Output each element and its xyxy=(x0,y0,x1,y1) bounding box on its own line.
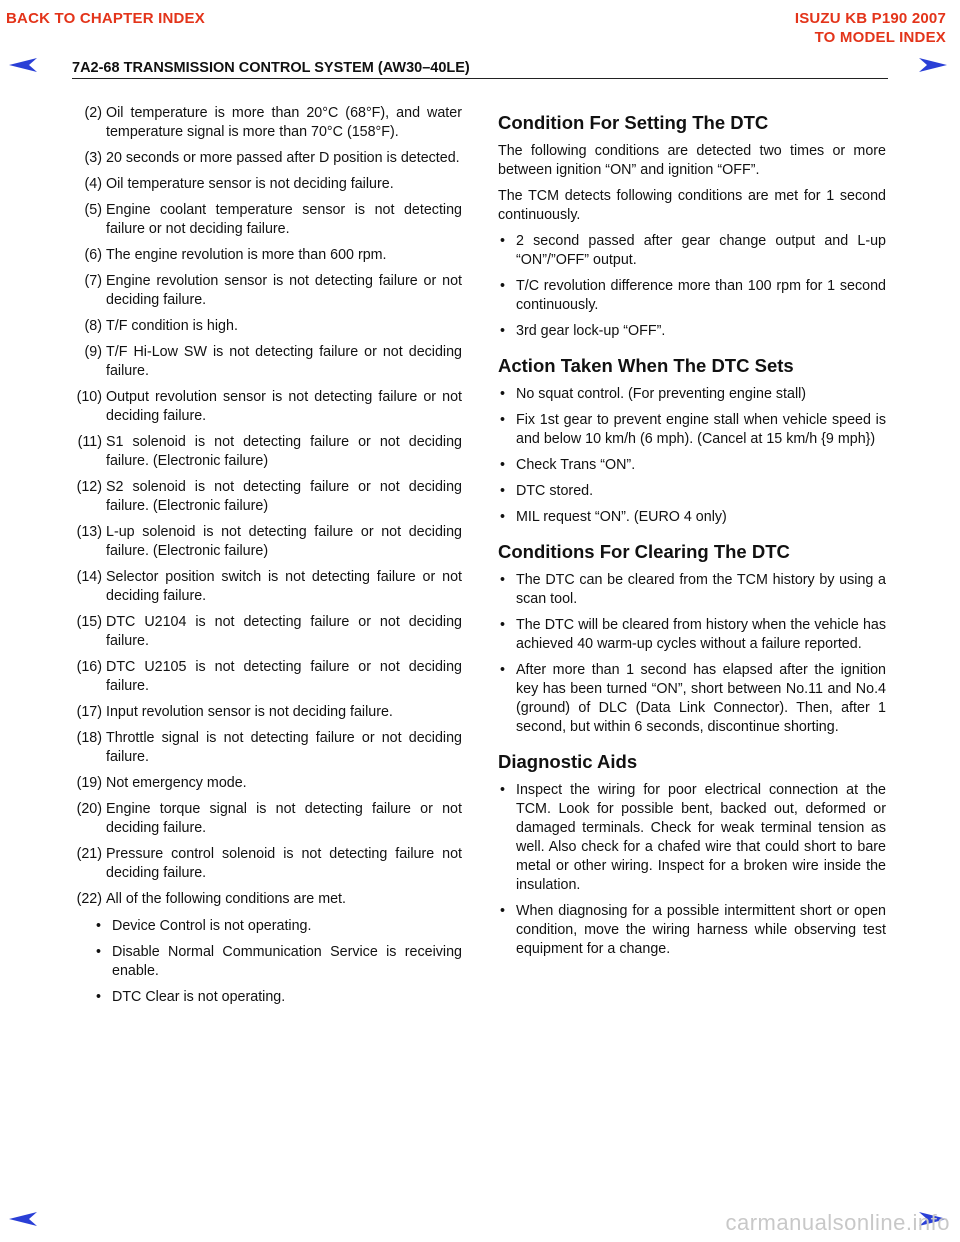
item-text: L-up solenoid is not detecting failure or not deciding failure. (Electronic failure) xyxy=(106,524,462,559)
previous-page-arrow-icon[interactable] xyxy=(8,56,38,74)
bullet-list xyxy=(498,232,886,341)
item-text: Selector position switch is not detecting failure or not deciding failure. xyxy=(106,569,462,604)
list-item xyxy=(72,201,462,239)
item-number: (8) xyxy=(84,318,102,334)
item-number: (6) xyxy=(84,247,102,263)
section-setting xyxy=(498,112,886,341)
bullet-icon: • xyxy=(500,386,506,402)
bullet-icon: • xyxy=(500,617,506,633)
bullet-list xyxy=(498,781,886,959)
item-text: 3rd gear lock-up “OFF”. xyxy=(516,323,666,339)
bullet-icon: • xyxy=(500,457,506,473)
item-number: (14) xyxy=(76,569,102,585)
list-item xyxy=(498,508,886,527)
item-text: All of the following conditions are met. xyxy=(106,891,346,907)
bullet-icon: • xyxy=(500,782,506,798)
item-text: After more than 1 second has elapsed after the ignition key has been turned “ON”, short between No.11 and No.4 (ground) of DLC (Data Link Connector). Then, after 1 second, but within 6 seconds, discontinue shorting. xyxy=(516,662,886,735)
sub-condition-list xyxy=(72,917,462,1007)
list-item xyxy=(72,774,462,793)
list-item xyxy=(498,571,886,609)
item-text: T/F Hi-Low SW is not detecting failure or not deciding failure. xyxy=(106,344,462,379)
item-text: DTC U2104 is not detecting failure or not deciding failure. xyxy=(106,614,462,649)
section-action xyxy=(498,355,886,527)
bullet-icon: • xyxy=(500,903,506,919)
list-item xyxy=(72,890,462,909)
list-item xyxy=(72,729,462,767)
list-item xyxy=(72,478,462,516)
right-column xyxy=(498,112,886,973)
item-number: (4) xyxy=(84,176,102,192)
bullet-icon: • xyxy=(500,323,506,339)
item-text: Check Trans “ON”. xyxy=(516,457,636,473)
item-text: The DTC will be cleared from history when the vehicle has achieved 40 warm-up cycles without a failure reported. xyxy=(516,617,886,652)
list-item xyxy=(94,917,462,936)
list-item xyxy=(72,523,462,561)
list-item xyxy=(72,568,462,606)
section-title: Action Taken When The DTC Sets xyxy=(498,355,794,376)
item-number: (9) xyxy=(84,344,102,360)
item-number: (17) xyxy=(76,704,102,720)
item-number: (10) xyxy=(76,389,102,405)
section-title: Condition For Setting The DTC xyxy=(498,112,769,133)
item-text: 20 seconds or more passed after D position is detected. xyxy=(106,150,460,166)
item-text: The DTC can be cleared from the TCM history by using a scan tool. xyxy=(516,572,886,607)
section-title: Diagnostic Aids xyxy=(498,751,638,772)
list-item xyxy=(498,616,886,654)
item-number: (15) xyxy=(76,614,102,630)
paragraph: The TCM detects following conditions are met for 1 second continuously. xyxy=(498,188,886,223)
bullet-list xyxy=(498,571,886,737)
list-item xyxy=(498,902,886,959)
item-number: (16) xyxy=(76,659,102,675)
bullet-icon: • xyxy=(500,233,506,249)
item-text: DTC stored. xyxy=(516,483,594,499)
bullet-icon: • xyxy=(96,918,102,934)
item-text: The engine revolution is more than 600 rpm. xyxy=(106,247,387,263)
list-item xyxy=(498,385,886,404)
previous-page-arrow-icon[interactable] xyxy=(8,1210,38,1228)
bullet-icon: • xyxy=(500,572,506,588)
item-text: Not emergency mode. xyxy=(106,775,247,791)
item-number: (2) xyxy=(84,105,102,121)
item-text: Pressure control solenoid is not detecting failure not deciding failure. xyxy=(106,846,462,881)
bullet-icon: • xyxy=(500,412,506,428)
paragraph: The following conditions are detected two times or more between ignition “ON” and ignition “OFF”. xyxy=(498,143,886,178)
list-item xyxy=(72,272,462,310)
item-number: (11) xyxy=(77,434,102,450)
item-number: (22) xyxy=(76,891,102,907)
list-item xyxy=(498,232,886,270)
list-item xyxy=(72,149,462,168)
next-page-arrow-icon[interactable] xyxy=(918,56,948,74)
list-item xyxy=(498,277,886,315)
item-text: Inspect the wiring for poor electrical connection at the TCM. Look for possible bent, backed out, deformed or damaged terminals. Check for weak terminal tension as well. Also check for a chafed wire that could short to bare metal or other wiring. Inspect for a broken wire inside the insulation. xyxy=(516,782,886,893)
item-number: (21) xyxy=(76,846,102,862)
item-number: (5) xyxy=(84,202,102,218)
item-text: No squat control. (For preventing engine stall) xyxy=(516,386,807,402)
item-text: Engine coolant temperature sensor is not detecting failure or not deciding failure. xyxy=(106,202,462,237)
model-title-link[interactable]: ISUZU KB P190 2007 xyxy=(794,10,946,27)
back-to-chapter-index-link[interactable]: BACK TO CHAPTER INDEX xyxy=(6,10,205,27)
list-item xyxy=(72,703,462,722)
section-aids xyxy=(498,751,886,959)
item-number: (7) xyxy=(84,273,102,289)
list-item xyxy=(72,104,462,142)
list-item xyxy=(498,781,886,895)
list-item xyxy=(72,175,462,194)
list-item xyxy=(72,343,462,381)
list-item xyxy=(72,658,462,696)
left-column xyxy=(72,104,462,1014)
item-text: T/F condition is high. xyxy=(106,318,238,334)
item-text: T/C revolution difference more than 100 rpm for 1 second continuously. xyxy=(516,278,886,313)
item-text: Input revolution sensor is not deciding failure. xyxy=(106,704,393,720)
item-text: DTC Clear is not operating. xyxy=(112,989,286,1005)
item-text: Output revolution sensor is not detecting failure or not deciding failure. xyxy=(106,389,462,424)
item-number: (19) xyxy=(76,775,102,791)
list-item xyxy=(72,433,462,471)
item-number: (18) xyxy=(76,730,102,746)
item-text: Fix 1st gear to prevent engine stall when vehicle speed is and below 10 km/h (6 mph). (Cancel at 15 km/h {9 mph}) xyxy=(516,412,886,447)
item-text: Engine torque signal is not detecting failure or not deciding failure. xyxy=(106,801,462,836)
list-item xyxy=(498,456,886,475)
to-model-index-link[interactable]: TO MODEL INDEX xyxy=(814,29,946,46)
item-text: Oil temperature is more than 20°C (68°F), and water temperature signal is more than 70°C (158°F). xyxy=(106,105,462,140)
item-text: Disable Normal Communication Service is receiving enable. xyxy=(112,944,462,979)
bullet-icon: • xyxy=(96,989,102,1005)
item-number: (12) xyxy=(76,479,102,495)
list-item xyxy=(72,613,462,651)
item-text: DTC U2105 is not detecting failure or not deciding failure. xyxy=(106,659,462,694)
item-text: Oil temperature sensor is not deciding failure. xyxy=(106,176,394,192)
item-text: Device Control is not operating. xyxy=(112,918,312,934)
list-item xyxy=(498,482,886,501)
watermark: carmanualsonline.info xyxy=(725,1210,950,1235)
list-item xyxy=(72,317,462,336)
item-text: MIL request “ON”. (EURO 4 only) xyxy=(516,509,727,525)
list-item xyxy=(498,661,886,737)
page-header: 7A2-68 TRANSMISSION CONTROL SYSTEM (AW30–40LE) xyxy=(72,60,888,79)
item-number: (20) xyxy=(76,801,102,817)
bullet-icon: • xyxy=(500,662,506,678)
item-number: (13) xyxy=(76,524,102,540)
item-text: Engine revolution sensor is not detecting failure or not deciding failure. xyxy=(106,273,462,308)
list-item xyxy=(498,411,886,449)
item-text: Throttle signal is not detecting failure or not deciding failure. xyxy=(106,730,462,765)
bullet-icon: • xyxy=(96,944,102,960)
bullet-icon: • xyxy=(500,483,506,499)
list-item xyxy=(72,800,462,838)
bullet-list xyxy=(498,385,886,527)
item-number: (3) xyxy=(84,150,102,166)
list-item xyxy=(94,943,462,981)
list-item xyxy=(72,388,462,426)
item-text: 2 second passed after gear change output and L-up “ON”/”OFF” output. xyxy=(516,233,886,268)
section-title: Conditions For Clearing The DTC xyxy=(498,541,790,562)
list-item xyxy=(72,246,462,265)
list-item xyxy=(72,845,462,883)
list-item xyxy=(498,322,886,341)
item-text: When diagnosing for a possible intermittent short or open condition, move the wiring harness while observing test equipment for a change. xyxy=(516,903,886,957)
condition-list xyxy=(72,104,462,909)
section-clearing xyxy=(498,541,886,737)
item-text: S1 solenoid is not detecting failure or not deciding failure. (Electronic failure) xyxy=(106,434,462,469)
list-item xyxy=(94,988,462,1007)
bullet-icon: • xyxy=(500,278,506,294)
bullet-icon: • xyxy=(500,509,506,525)
item-text: S2 solenoid is not detecting failure or not deciding failure. (Electronic failure) xyxy=(106,479,462,514)
